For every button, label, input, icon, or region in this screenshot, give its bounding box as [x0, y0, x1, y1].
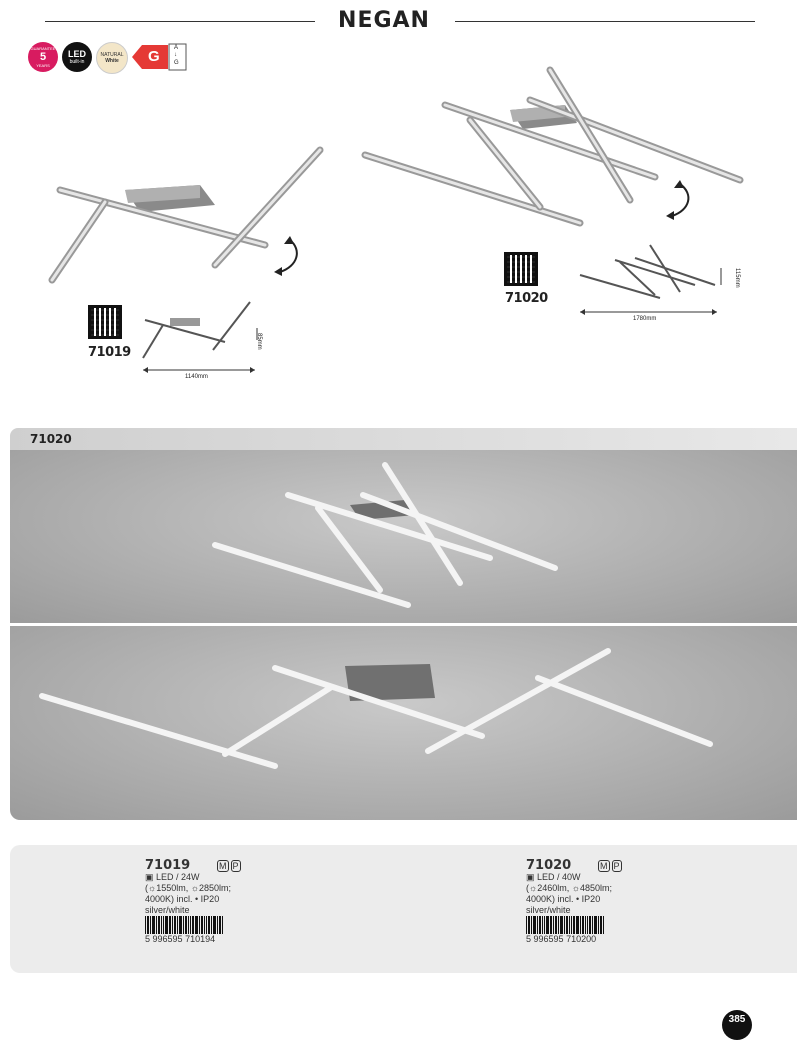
rotate-arrow-icon-2 [658, 180, 698, 220]
product-photo-top [10, 450, 797, 623]
model-number-71020: 71020 [505, 291, 548, 306]
width-label-71020: 1780mm [633, 316, 657, 322]
qr-code-71020 [504, 252, 538, 286]
height-label-71019: 85mm [256, 333, 262, 350]
barcode-71019 [145, 916, 241, 934]
led-builtin-badge: LED built-in [62, 42, 92, 72]
spec-panel [10, 845, 797, 973]
gallery-tab [10, 428, 797, 450]
natural-white-badge: NATURAL White [96, 42, 128, 74]
energy-arrow-icon [132, 42, 188, 72]
dimension-drawing-71019 [135, 300, 270, 380]
photo-bottom-drawing [10, 626, 797, 820]
gallery-tab-label: 71020 [30, 432, 72, 446]
light-icon: ▣ [145, 872, 157, 882]
product-71019-render [40, 140, 340, 300]
product-photo-bottom [10, 626, 797, 820]
height-label-71020: 115mm [734, 268, 740, 288]
photo-top-drawing [10, 450, 797, 623]
spec-block-71019: 71019 M P ▣ LED / 24W (☼1550lm, ☼2850lm; 4000K) incl. • IP20 silver/white 5 996595 710194 [145, 858, 239, 944]
page-title: NEGAN [338, 8, 430, 33]
light-icon-2: ▣ [526, 872, 538, 882]
guarantee-badge: GUARANTEE 5 YEARS [28, 42, 58, 72]
dimension-drawing-71020 [575, 240, 725, 320]
barcode-71020 [526, 916, 622, 934]
energy-class-label: G A ↓ G [132, 42, 188, 72]
model-number-71019: 71019 [88, 345, 131, 360]
spec-block-71020: 71020 M P ▣ LED / 40W (☼2460lm, ☼4850lm; 4000K) incl. • IP20 silver/white 5 996595 710200 [526, 858, 620, 944]
title-rule-left [45, 21, 315, 22]
title-rule-right [455, 21, 755, 22]
page-number: 385 [722, 1010, 752, 1040]
qr-code-71019 [88, 305, 122, 339]
width-label-71019: 1140mm [185, 374, 208, 380]
rotate-arrow-icon [262, 236, 302, 276]
